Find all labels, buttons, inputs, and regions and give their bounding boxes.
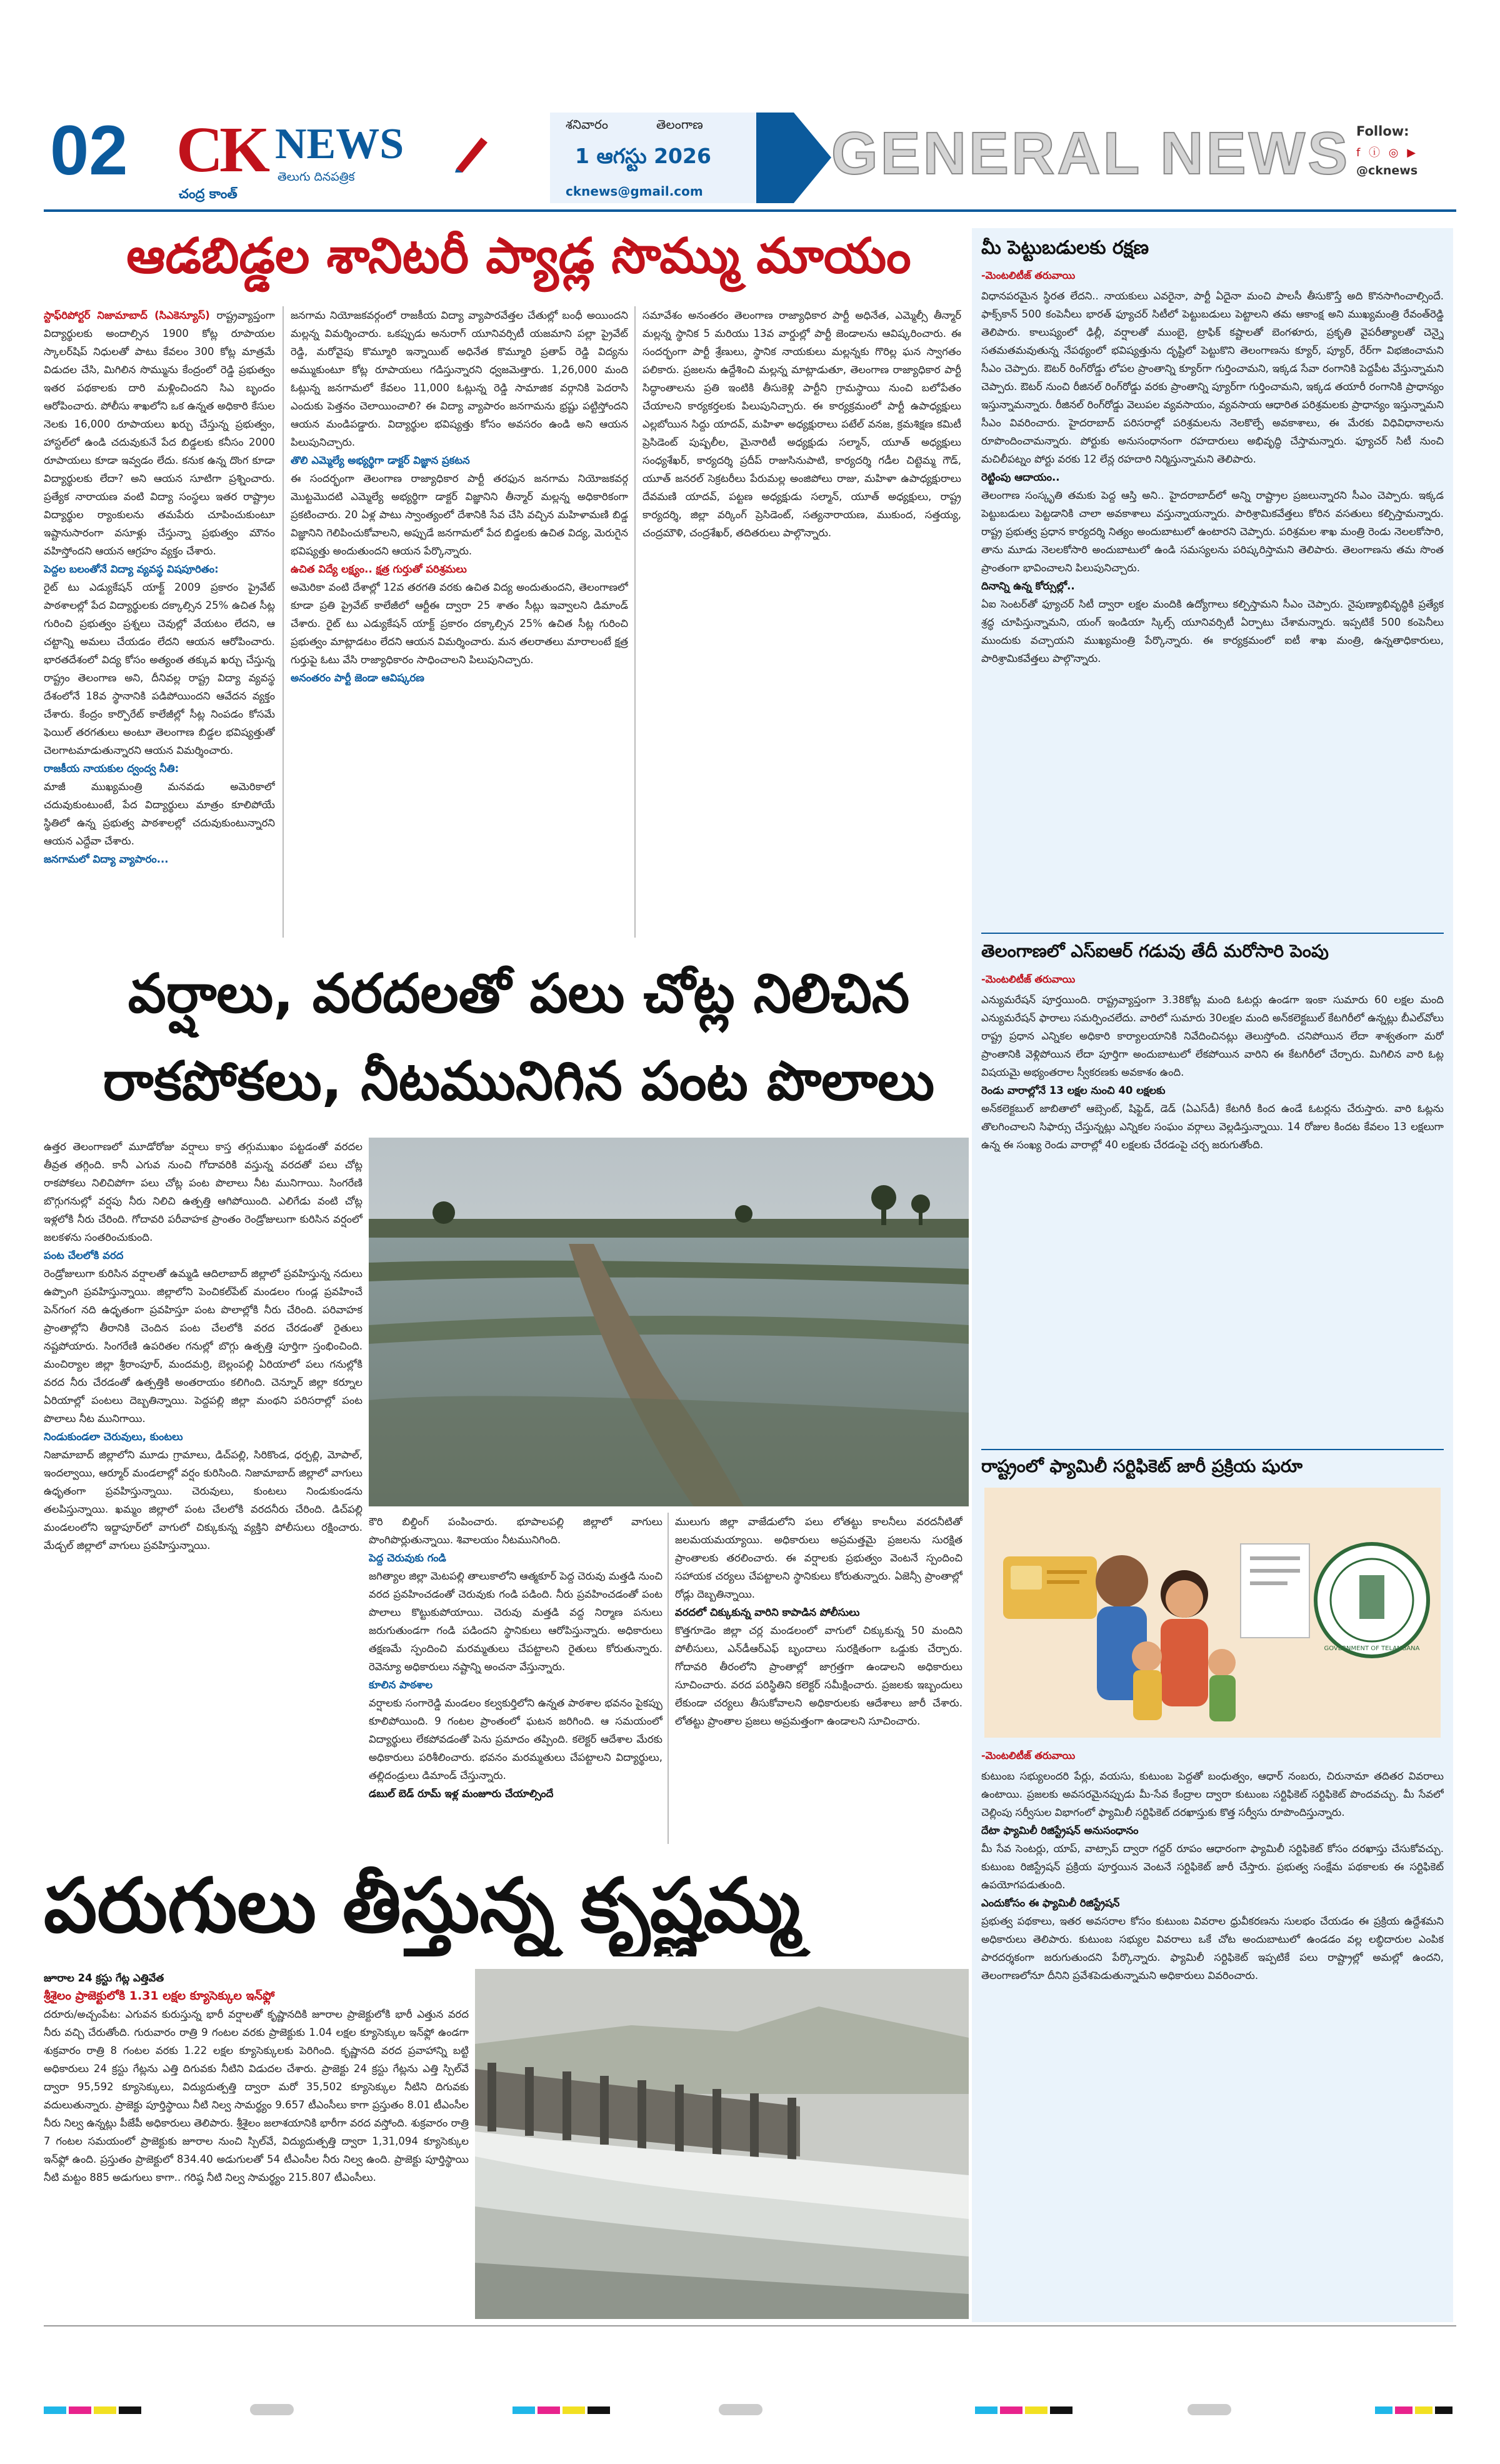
story2-subhead-1: పంట చేలలోకి వరద	[44, 1250, 124, 1261]
sidebar-story1-body	[981, 264, 1444, 928]
story2-subhead-4: కూలిన పాఠశాల	[369, 1679, 433, 1691]
sidebar-story3-body	[981, 1744, 1444, 2316]
sidebar-story3-text-3: ప్రభుత్వ పథకాలు, ఇతర అవసరాల కోసం కుటుంబ వివరాల ధ్రువీకరణను సులభం చేయడం ఈ ప్రక్రియ ఉద్దేశమని అధికారులు తెలిపారు. కుటుంబ సభ్యుల వివరాలు ఒకే చోట అందుబాటులో ఉండడం వల్ల లబ్ధిదారుల ఎంపిక పారదర్శకంగా జరుగుతుందని పేర్కొన్నారు. ఫ్యామిలీ సర్టిఫికెట్ ఇప్పటికే పలు రాష్ట్రాల్లో అమల్లో ఉందని, తెలంగాణలోనూ దీనిని ప్రవేశపెడుతున్నామని అధికారులు వివరించారు.	[981, 1915, 1444, 1981]
story2-col3-text-2: కొత్తగూడెం జిల్లా చర్ల మండలంలో వాగులో చిక్కుకున్న 50 మందిని పోలీసులు, ఎన్‌డీఆర్‌ఎఫ్ బృందాలు సురక్షితంగా ఒడ్డుకు చేర్చారు. గోదావరి తీరంలోని ప్రాంతాల్లో జాగ్రత్తగా ఉండాలని అధికారులు సూచించారు. వరద పరిస్థితిని కలెక్టర్ సమీక్షించారు. ప్రజలకు ఇబ్బందులు లేకుండా చర్యలు తీసుకోవాలని అధికారులకు ఆదేశాలు జారీ చేశారు. లోతట్టు ప్రాంతాల ప్రజలు అప్రమత్తంగా ఉండాలని సూచించారు.	[675, 1625, 962, 1727]
story3-body	[44, 1969, 469, 2319]
logo-tagline: తెలుగు దినపత్రిక	[278, 170, 355, 184]
story1-col3-text: సమావేశం అనంతరం తెలంగాణ రాజ్యాధికార పార్టీ అధినేత, ఎమ్మెల్సీ తీన్మార్ మల్లన్న స్థానిక 5 మరియు 13వ వార్డుల్లో పార్టీ జెండాలను ఆవిష్కరించారు. ఈ సందర్భంగా పార్టీ శ్రేణులు, స్థానిక నాయకులు మల్లన్నకు గొరిల్ల ఘన స్వాగతం పలికారు. ప్రజలను ఉద్దేశించి మల్లన్న మాట్లాడుతూ, తెలంగాణ రాజ్యాధికార పార్టీ సిద్ధాంతాలను ప్రతి ఇంటికి తీసుకెళ్లి పార్టీని గ్రామస్థాయి నుంచి బలోపేతం చేయాలని కార్యకర్తలకు పిలుపునిచ్చారు. ఈ కార్యక్రమంలో పార్టీ ఉపాధ్యక్షులు ఎల్లబోయిన సిద్దు యాదవ్, మహిళా అధ్యక్షురాలు పటేల్ వనజ, క్రమశిక్షణ కమిటీ ప్రెసిడెంట్ పుష్పలీల, మైనారిటీ అధ్యక్షుడు సల్మాన్, యూత్ అధ్యక్షులు సంధ్యశేఖర్, కార్యదర్శి ప్రదీప్ రాజుసినుపాటి, కార్యదర్శి గడీల చిట్టెమ్మ గౌడ్, యూత్ జనరల్ సెక్రటరీలు పేరుమల్ల అంజిపోలు రాజు, మహిళా ఉపాధ్యక్షురాలు దేవమణి యాదవ్, పట్టణ అధ్యక్షుడు సల్మాన్, యూత్ అధ్యక్షులు, రాష్ట్ర కార్యదర్శి, జిల్లా వర్కింగ్ ప్రెసిడెంట్, సత్యనారాయణ, ముకుంద, సత్తయ్య, చంద్రమౌళి, చంద్రశేఖర్, తదితరులు పాల్గొన్నారు.	[642, 309, 961, 539]
story1-subhead-2: రాజకీయ నాయకుల ద్వంద్వ నీతి:	[44, 763, 179, 774]
story1-col1-text-3: మాజీ ముఖ్యమంత్రి మనవడు అమెరికాలో చదువుకుంటుంటే, పేద విద్యార్థులు మాత్రం కూలిపోయే స్థితిలో ఉన్న ప్రభుత్వ పాఠశాలల్లో చదువుకుంటున్నారని ఆయన ఎద్దేవా చేశారు.	[44, 781, 275, 847]
sidebar-story1-text-3: ఏఐ సెంటర్‌తో ఫ్యూచర్ సిటీ ద్వారా లక్షల మందికి ఉద్యోగాలు కల్పిస్తామని సీఎం చెప్పారు. నైపుణ్యాభివృద్ధికి ప్రత్యేక శ్రద్ధ చూపిస్తున్నామని, యంగ్ ఇండియా స్కిల్స్ యూనివర్సిటీ ఏర్పాటు చేశామన్నారు. ఇప్పటికే 500 కంపెనీలు ముందుకు వచ్చాయని ముఖ్యమంత్రి పేర్కొన్నారు. ఈ కార్యక్రమంలో ఐటీ శాఖ మంత్రి, ఉన్నతాధికారులు, పారిశ్రామికవేత్తలు పాల్గొన్నారు.	[981, 598, 1444, 664]
story3-text: దరూరు/అచ్చంపేట: ఎగువన కురుస్తున్న భారీ వర్షాలతో కృష్ణానదికి జూరాల ప్రాజెక్టులోకి భారీ ఎత్తున వరద నీరు వచ్చి చేరుతోంది. గురువారం రాత్రి 9 గంటల వరకు ప్రాజెక్టుకు 1.04 లక్షల క్యూసెక్కుల ఇన్‌ఫ్లో ఉండగా శుక్రవారం రాత్రి 8 గంటల వరకు 1.22 లక్షల క్యూసెక్కులకు పెరిగింది. కృష్ణానది వరద ప్రవాహాన్ని బట్టి అధికారులు 24 క్రస్టు గేట్లను ఎత్తి దిగువకు నీటిని విడుదల చేశారు. ప్రాజెక్టు 24 క్రస్టు గేట్లను ఎత్తి స్పిల్‌వే ద్వారా 95,592 క్యూసెక్కులు, విద్యుదుత్పత్తి ద్వారా మరో 35,502 క్యూసెక్కుల నీటిని దిగువకు వదులుతున్నారు. ప్రాజెక్టు పూర్తిస్థాయి నీటి నిల్వ సామర్థ్యం 9.657 టీఎంసీలు కాగా ప్రస్తుతం 8.01 టీఎంసీల నీరు నిల్వ ఉన్నట్లు పీజేపీ అధికారులు తెలిపారు. శ్రీశైలం జలాశయానికి భారీగా వరద వస్తోంది. శుక్రవారం రాత్రి 7 గంటల సమయంలో ప్రాజెక్టుకు జూరాల నుంచి స్పిల్‌వే, విద్యుదుత్పత్తి ద్వారా 1,31,094 క్యూసెక్కుల ఇన్‌ఫ్లో ఉంది. ప్రస్తుతం ప్రాజెక్టులో 834.40 అడుగులతో 54 టీఎంసీల నీరు నిల్వ ఉంది. ప్రాజెక్టు పూర్తిస్థాయి నీటి మట్టం 885 అడుగులు కాగా.. గరిష్ఠ నీటి నిల్వ సామర్థ్యం 215.807 టీఎంసీలు.	[44, 2008, 469, 2183]
sidebar-story3-text: కుటుంబ సభ్యులందరి పేర్లు, వయసు, కుటుంబ పెద్దతో బంధుత్వం, ఆధార్ నంబరు, చిరునామా తదితర వివరాలు ఉంటాయి. ప్రజలకు అవసరమైనప్పుడు మీ-సేవ కేంద్రాల ద్వారా కుటుంబ సర్టిఫికెట్ సర్టిఫికెట్ పొందవచ్చు. మీ సేవలో చెల్లింపు సర్వీసుల విభాగంలో ఫ్యామిలీ సర్టిఫికెట్ దరఖాస్తుకు కొత్త సర్వీసు రూపొందిస్తున్నారు.	[981, 1770, 1444, 1818]
story2-col1-text: ఉత్తర తెలంగాణలో మూడోరోజు వర్షాలు కాస్త తగ్గుముఖం పట్టడంతో వరదల తీవ్రత తగ్గింది. కానీ ఎగువ నుంచి గోదావరికి వస్తున్న వరదతో పలు చోట్ల రాకపోకలు నిలిచిపోగా పలు చోట్ల పంట పొలాలు నీట మునిగాయి. సింగరేణి బొగ్గుగనుల్లో వర్షపు నీరు నిలిచి ఉత్పత్తి ఆగిపోయింది. ఎలిగేడు వంటి చోట్ల ఇళ్లలోకి నీరు చేరింది. గోదావరి పరీవాహక ప్రాంతం రెండ్రోజులుగా కురిసిన వర్షంలో జలకళను సంతరించుకుంది.	[44, 1141, 362, 1243]
story1-headline: ఆడబిడ్డల శానిటరీ ప్యాడ్ల సొమ్ము మాయం	[126, 228, 911, 284]
day-label: శనివారం	[566, 117, 608, 132]
story1-subhead-3: జనగామలో విద్యా వ్యాపారం...	[44, 853, 169, 865]
logo-subtitle: చంద్ర కాంత్	[179, 186, 238, 201]
story1-col1-text: రాష్ట్రవ్యాప్తంగా విద్యార్థులకు అందాల్సిన 1900 కోట్ల రూపాయల స్కాలర్‌షిప్ నిధులతో పాటు కేవలం 300 కోట్ల మాత్రమే విడుదల చేసి, మిగిలిన సొమ్మును కేంద్రంలో రెడ్డి ప్రభుత్వం ఇతర పథకాలకు దారి మళ్లించిందని సిఎ బృందం ఆరోపించారు. పోలీసు శాఖలోని ఒక ఉన్నత అధికారి కేసుల నెలకు 16,000 రూపాయలు ఖర్చు చేస్తున్న ప్రభుత్వం, హాస్టల్‌లో ఉండి చదువుకునే పేద బిడ్డలకు కనీసం 2000 రూపాయలు కూడా ఇవ్వడం లేదు. కనుక ఉన్న దొంగ కూడా విద్యార్థులకు లేదా? అని ఆయన సూటిగా ప్రశ్నించారు. ప్రత్యేక నారాయణ వంటి విద్యా సంస్థలు ఇతర రాష్ట్రాల విద్యార్థుల ర్యాంకులను తమపేరు చూపించుకుంటూ ఇష్టానుసారంగా వసూళ్లు చేస్తున్నా ప్రభుత్వం మౌనం వహిస్తోందని ఆయన ఆగ్రహం వ్యక్తం చేశారు.	[44, 309, 275, 557]
sidebar-story1-text: విధానపరమైన స్థిరత లేదని.. నాయకులు ఎవరైనా, పార్టీ ఏదైనా మంచి పాలసీ తీసుకొస్తే అది కొనసాగించాల్సిందే. ఫాక్స్‌కాన్ 500 కంపెనీలు భారత్ ఫ్యూచర్ సిటీలో పెట్టుబడులు పెట్టాలని తమ ఆకాంక్ష అని ముఖ్యమంత్రి రేవంత్‌రెడ్డి తెలిపారు. కాలుష్యంలో ఢిల్లీ, వర్షాలతో ముంబై, ట్రాఫిక్ కష్టాలతో బెంగళూరు, ప్రకృతి వైపరీత్యాలతో చెన్నై సతమతమవుతున్న నేపథ్యంలో భవిష్యత్తును దృష్టిలో పెట్టుకొని తెలంగాణను క్యూర్, ప్యూర్, రేర్‌గా విభజించామని సీఎం చెప్పారు. ఔటర్ రింగ్‌రోడ్డు లోపల ప్రాంతాన్ని క్యూర్‌గా గుర్తించామని, ఇక్కడ సేవా రంగానికి పెద్దపీట వేస్తున్నామని చెప్పారు. ఔటర్ నుంచి రీజినల్ రింగ్‌రోడ్డు వరకు ప్రాంతాన్ని ప్యూర్‌గా గుర్తించామని, ఇక్కడ తయారీ రంగానికి ప్రాధాన్యం ఇస్తున్నామన్నారు. రీజినల్ రింగ్‌రోడ్డు వెలుపల వ్యవసాయం, వ్యవసాయ ఆధారిత పరిశ్రమలకు ప్రాధాన్యం ఇస్తున్నామని సీఎం వివరించారు. హైదరాబాద్ పరిసరాల్లో పరిశ్రమలను నెలకొల్పే అవకాశాలు, ఈ మేరకు విధివిధానాలను రూపొందించామన్నారు. పోర్టుకు అనుసంధానంగా రహదారులు అభివృద్ధి చేస్తామన్నారు. ఫ్యూచర్ సిటీ నుంచి మచిలీపట్నం పోర్టు వరకు 12 లేన్ల రహదారి నిర్మిస్తున్నామని తెలిపారు.	[981, 290, 1444, 465]
story2-headline-line-2: రాకపోకలు, నీటమునిగిన పంట పొలాలు	[102, 1050, 935, 1113]
sidebar-divider	[981, 1449, 1444, 1450]
sidebar-story2-text-2: అన్‌కలెక్టబుల్ జాబితాలో ఆబ్సెంట్, షిఫ్టెడ్, డెడ్ (ఏఎస్‌డీ) కేటగిరీ కింద ఉండే ఓటర్లను చేరుస్తారు. వారి ఓట్లను తొలగించాలని సిఫార్సు చేస్తున్నట్లు ఎన్నికల సంఘం వర్గాలు వెల్లడిస్తున్నాయి. 14 రోజుల కిందట కేవలం 13 లక్షలుగా ఉన్న ఈ సంఖ్య రెండు వారాల్లో 40 లక్షలకు చేరడంపై చర్చ జరుగుతోంది.	[981, 1103, 1444, 1151]
column-divider	[668, 1513, 669, 1844]
sidebar-story3-subhead-2: ఎందుకోసం ఈ ఫ్యామిలీ రిజిస్ట్రేషన్	[981, 1897, 1120, 1909]
story2-col1-text-2: రెండ్రోజులుగా కురిసిన వర్షాలతో ఉమ్మడి ఆదిలాబాద్ జిల్లాలో ప్రవహిస్తున్న నదులు ఉప్పొంగి ప్రవహిస్తున్నాయి. జిల్లాలోని పెంచికల్‌పేట్ మండలం గుండ్ల ప్రవహించే పెన్‌గంగ నది ఉధృతంగా ప్రవహిస్తూ పంట పొలాల్లోకి నీరు చేరింది. పరివాహక ప్రాంతాల్లోని తీరానికి చెందిన పంట చేలలోకి వరద చేరడంతో రైతులు నష్టపోయారు. సింగరేణి ఉపరితల గనుల్లో బొగ్గు ఉత్పత్తి పూర్తిగా స్తంభించింది. మంచిర్యాల జిల్లా శ్రీరాంపూర్, మందమర్రి, బెల్లంపల్లి ఏరియాలో పలు గనుల్లోకి వరద నీరు చేరడంతో ఉత్పత్తికి అంతరాయం కలిగింది. చెన్నూర్ జిల్లా కర్నూల ఏరియాల్లో పంటలు దెబ్బతిన్నాయి. పెద్దపల్లి జిల్లా మంథని పరిసరాల్లో పంట పొలాలు నీట మునిగాయి.	[44, 1268, 362, 1425]
sidebar-story3-byline: -మెంటలిటీజ్ తరువాయి	[981, 1750, 1076, 1761]
sidebar-story2-headline: తెలంగాణలో ఎస్ఐఆర్ గడువు తేదీ మరోసారి పెంపు	[981, 941, 1329, 961]
story1-subhead-6: అనంతరం పార్టీ జెండా ఆవిష్కరణ	[291, 672, 424, 684]
story1-column-1	[44, 306, 275, 944]
flood-fields-photo	[369, 1138, 969, 1506]
story2-subhead-3: పెద్ద చెరువుకు గండి	[369, 1552, 446, 1564]
social-handle[interactable]: @cknews	[1356, 164, 1418, 178]
sidebar-story3-text-2: మీ సేవ సెంటర్లు, యాప్, వాట్సాప్ ద్వారా గద్దర్ రూపం ఆధారంగా ఫ్యామిలీ సర్టిఫికెట్ కోసం దరఖాస్తు చేసుకోవచ్చు. కుటుంబ రిజిస్ట్రేషన్ ప్రక్రియ పూర్తయిన వెంటనే సర్టిఫికెట్ జారీ చేస్తారు. ప్రభుత్వ సంక్షేమ పథకాలకు ఈ సర్టిఫికెట్ ఉపయోగపడుతుంది.	[981, 1843, 1444, 1891]
masthead-divider	[44, 209, 1456, 212]
story2-subhead-5: డబుల్ బెడ్ రూమ్ ఇళ్ల మంజూరు చేయాల్సిందే	[369, 1788, 554, 1800]
story2-col1-text-3: నిజామాబాద్ జిల్లాలోని మూడు గ్రామాలు, డిచ్‌పల్లి, సిరికొండ, ధర్పల్లి, మోపాల్, ఇందల్వాయి, ఆర్మూర్ మండలాల్లో వర్షం కురిసింది. నిజామాబాద్ జిల్లాలో వాగులు ఉధృతంగా ప్రవహిస్తున్నాయి. చెరువులు, కుంటలు నిండుకుండను తలపిస్తున్నాయి. ఖమ్మం జిల్లాలో పంట చేలలోకి వరదనీరు చేరింది. డిచ్‌పల్లి మండలంలోని ఇద్దాపూర్‌లో వాగులో చిక్కుకున్న వ్యక్తిని పోలీసులు రక్షించారు. మేడ్చల్ జిల్లాలో వాగులు ప్రవహిస్తున్నాయి.	[44, 1449, 362, 1551]
story2-col3-text: ములుగు జిల్లా వాజేడులోని పలు లోతట్టు కాలనీలు వరదనీటితో జలమయమయ్యాయి. అధికారులు అప్రమత్తమై ప్రజలను సురక్షిత ప్రాంతాలకు తరలించారు. ఈ వర్షాలకు ప్రభుత్వం వెంటనే స్పందించి సహాయక చర్యలు చేపట్టాలని స్థానికులు కోరుతున్నారు. ఏజెన్సీ ప్రాంతాల్లో రోడ్లు దెబ్బతిన్నాయి.	[675, 1516, 962, 1600]
sidebar-story1-headline: మీ పెట్టుబడులకు రక్షణ	[981, 237, 1149, 259]
dam-gates-photo	[475, 1969, 969, 2319]
footer-rule	[44, 2325, 1456, 2326]
logo-ck: CK	[176, 114, 266, 186]
state-label: తెలంగాణ	[656, 117, 703, 132]
story1-col2-text: జనగామ నియోజకవర్గంలో రాజకీయ విద్యా వ్యాపారవేత్తల చేతుల్లో బంధీ అయిందని మల్లన్న విమర్శించారు. ఒకప్పుడు అనురాగ్ యూనివర్సిటీ యజమాని పల్లా ప్రైవేట్ రెడ్డి, మరోవైపు కొమ్మూరి ఇన్నాయిట్ అధినేత కొమ్మూరి ప్రతాప్ రెడ్డి విద్యను అమ్ముకుంటూ కోట్ల రూపాయలు గడిస్తున్నారని ధ్వజమెత్తారు. 1,26,000 మంది ఓట్లున్న జనగామలో కేవలం 11,000 ఓట్లున్న రెడ్డి సామాజిక వర్గానికి పెదరాసి ఎందుకు పెత్తనం చెలాయించాలి? ఈ విద్యా వ్యాపారం జనగామను భ్రష్టు పట్టిస్తోందని ఆయన మండిపడ్డారు. విద్యార్థుల భవిష్యత్తు కోసం అవసరం ఉండి అని ఆయన పిలుపునిచ్చారు.	[291, 309, 628, 448]
story3-subhead: శ్రీశైలం ప్రాజెక్టులోకి 1.31 లక్షల క్యూసెక్కుల ఇన్‌ఫ్లో	[44, 1989, 275, 2003]
issue-date: 1 ఆగస్టు 2026	[575, 144, 711, 168]
follow-label: Follow:	[1356, 124, 1409, 139]
story1-column-3	[642, 306, 961, 944]
sidebar-story2-text: ఎన్యుమరేషన్ పూర్తయింది. రాష్ట్రవ్యాప్తంగా 3.38కోట్ల మంది ఓటర్లు ఉండగా ఇంకా సుమారు 60 లక్షల మంది ఎన్యుమరేషన్ ఫారాలు సమర్పించలేదు. వారిలో సుమారు 30లక్షల మంది అన్‌కలెక్టబుల్ కేటగిరీలో ఉన్నట్లు బీఎల్‌వోలు రాష్ట్ర ప్రధాన ఎన్నికల అధికారి కార్యాలయానికి నివేదించినట్లు తెలుస్తోంది. చనిపోయిన లేదా శాశ్వతంగా మరో ప్రాంతానికి వెళ్లిపోయిన లేదా పూర్తిగా అందుబాటులో లేకపోయిన వారిని ఈ కేటగిరీలో చేర్చారు. మిగిలిన వారి ఓట్ల విషయమై అభ్యంతరాల స్వీకరణకు అవకాశం ఉంది.	[981, 994, 1444, 1078]
story2-col2-text-3: వర్షాలకు సంగారెడ్డి మండలం కల్వకుర్తిలోని ఉన్నత పాఠశాల భవనం పైకప్పు కూలిపోయింది. 9 గంటల ప్రాంతంలో ఘటన జరిగింది. ఆ సమయంలో విద్యార్థులు లేకపోవడంతో పెను ప్రమాదం తప్పింది. కలెక్టర్ ఆదేశాల మేరకు అధికారులు పరిశీలించారు. భవనం మరమ్మతులు చేపట్టాలని విద్యార్థులు, తల్లిదండ్రులు డిమాండ్ చేస్తున్నారు.	[369, 1697, 662, 1781]
story1-subhead-4: తొలి ఎమ్మెల్యే అభ్యర్థిగా డాక్టర్ విజ్ఞాన ప్రకటన	[291, 454, 470, 466]
sidebar-story3-headline: రాష్ట్రంలో ఫ్యామిలీ సర్టిఫికెట్ జారీ ప్రక్రియ షురూ	[981, 1456, 1303, 1476]
story2-subhead-2: నిండుకుండలా చెరువులు, కుంటలు	[44, 1431, 183, 1443]
page-number: 02	[50, 111, 128, 189]
family-certificate-illustration	[984, 1488, 1441, 1738]
story2-column-3	[675, 1513, 962, 1850]
contact-email[interactable]: cknews@gmail.com	[566, 184, 703, 199]
sidebar-story3-subhead: దేటా ఫ్యామిలీ రిజిస్ట్రేషన్ అనుసంధానం	[981, 1825, 1139, 1836]
sidebar-story2-byline: -మెంటలిటీజ్ తరువాయి	[981, 973, 1076, 985]
logo-news: NEWS	[275, 120, 404, 168]
sidebar-story2-subhead: రెండు వారాల్లోనే 13 లక్షల నుంచి 40 లక్షలకు	[981, 1084, 1166, 1096]
sidebar-story2-body	[981, 968, 1444, 1443]
emblem-text: GOVERNMENT OF TELANGANA	[1324, 1645, 1420, 1652]
sidebar-story1-text-2: తెలంగాణ సంస్కృతి తమకు పెద్ద ఆస్తి అని.. హైదరాబాద్‌లో అన్ని రాష్ట్రాల ప్రజలున్నారని సీఎం చెప్పారు. ఇక్కడ పెట్టుబడులు పెట్టడానికి చాలా అవకాశాలు వస్తున్నాయన్నారు. పారిశ్రామికవేత్తలు కోరిన వసతులు కల్పిస్తామన్నారు. రాష్ట్ర ప్రభుత్వ ప్రధాన కార్యదర్శి నిత్యం అందుబాటులో ఉంటారని చెప్పారు. పరిశ్రమల శాఖ మంత్రి రెండు నెలలకోసారి, తాను మూడు నెలలకోసారి అందుబాటులో ఉండి సమస్యలను పరిష్కరిస్తామని తెలిపారు. తెలంగాణను తమ సొంత ప్రాంతంగా భావించాలని పిలుపునిచ్చారు.	[981, 489, 1444, 574]
sidebar-story1-byline: -మెంటలిటీజ్ తరువాయి	[981, 269, 1076, 281]
story1-dateline: స్టాఫ్‌రిపోర్టర్ నిజామాబాద్ (సిఎ‌కెన్యూస్)	[44, 309, 210, 321]
story1-subhead-5: ఉచిత విద్యే లక్ష్యం.. క్షత్ర గుర్తుతో పరిశ్రమలు	[291, 563, 467, 575]
pen-icon	[450, 131, 494, 175]
story1-col1-text-2: రైట్ టు ఎడ్యుకేషన్ యాక్ట్ 2009 ప్రకారం ప్రైవేట్ పాఠశాలల్లో పేద విద్యార్థులకు దక్కాల్సిన 25% ఉచిత సీట్ల గురించి ప్రభుత్వం ప్రశ్నలు చెవుల్లో వేయటం లేదని, ఆ చట్టాన్ని అమలు చేయడం లేదని ఆయన ఆరోపించారు. భారతదేశంలో విద్య కోసం అత్యంత తక్కువ ఖర్చు చేస్తున్న రాష్ట్రం తెలంగాణ అని, దీనివల్ల రాష్ట్ర విద్యా వ్యవస్థ దేశంలోనే 18వ స్థానానికి పడిపోయిందని ఆవేదన వ్యక్తం చేశారు. కేంద్రం కార్పొరేట్ కాలేజీల్లో సీట్ల నింపడం కోసమే ఫెయిల్ తరగతులు అంటూ తెలంగాణ బిడ్డల భవిష్యత్తుతో చెలగాటమాడుతున్నారని ఆయన విమర్శించారు.	[44, 581, 275, 756]
column-divider	[634, 306, 636, 938]
story1-column-2	[291, 306, 628, 944]
section-title: GENERAL NEWS	[831, 120, 1351, 187]
story2-headline-line-1: వర్షాలు, వరదలతో పలు చోట్ల నిలిచిన	[128, 963, 910, 1025]
story2-subhead-6: వరదలో చిక్కుకున్న వారిని కాపాడిన పోలీసులు	[675, 1606, 860, 1618]
story2-column-1	[44, 1138, 362, 1850]
sidebar-story1-subhead-2: దినాన్ని ఉన్న కోర్సుల్లో..	[981, 580, 1075, 592]
sidebar-divider	[981, 933, 1444, 934]
story2-col2-text-2: జగిత్యాల జిల్లా మెటపల్లి తాలుకాలోని ఆత్మకూర్‌ పెద్ద చెరువు మత్తడి నుంచి వరద ప్రవహించడంతో చెరువుకు గండి పడింది. నీరు ప్రవహించడంతో పంట పొలాలు కొట్టుకుపోయాయి. చెరువు మత్తడి వద్ద నిర్మాణ పనులు జరుగుతుండగా గండి పడిందని స్థానికులు ఆరోపిస్తున్నారు. అధికారులు తక్షణమే స్పందించి మరమ్మతులు చేపట్టాలని రైతులు కోరుతున్నారు. రెవెన్యూ అధికారులు నష్టాన్ని అంచనా వేస్తున్నారు.	[369, 1570, 662, 1673]
column-divider	[282, 306, 284, 938]
masthead-arrow-icon	[756, 113, 831, 203]
story1-subhead-1: పెద్దల బలంతోనే విద్యా వ్యవస్థ విషపూరితం:	[44, 563, 219, 575]
story2-column-2	[369, 1513, 662, 1850]
story1-col2-text-2: ఈ సందర్భంగా తెలంగాణ రాజ్యాధికార పార్టీ తరఫున జనగామ నియోజకవర్గ మొట్టమొదటి ఎమ్మెల్యే అభ్యర్థిగా డాక్టర్ విజ్ఞానిని తీన్మార్ మల్లన్న అధికారికంగా ప్రకటించారు. 20 ఏళ్ల పాటు స్వాంత్యంలో దేశానికి సేవ చేసి వచ్చిన మహిళామణి బిడ్డ విజ్ఞానిని గెలిపించుకోవాలని, అప్పుడే జనగామలో పేద బిడ్డలకు ఉచిత విద్య, మెరుగైన భవిష్యత్తు అందుతుందని ఆయన పేర్కొన్నారు.	[291, 473, 628, 557]
story1-col2-text-3: అమెరికా వంటి దేశాల్లో 12వ తరగతి వరకు ఉచిత విద్య అందుతుందని, తెలంగాణలో కూడా ప్రతి ప్రైవేట్ కాలేజీలో ఆర్టీఈ ద్వారా 25 శాతం సీట్లు ఇవ్వాలని డిమాండ్ చేశారు. రైట్ టు ఎడ్యుకేషన్ యాక్ట్ ప్రకారం దక్కాల్సిన 25% ఉచిత సీట్ల గురించి ప్రభుత్వం మాట్లాడటం లేదని ఆయన విమర్శించారు. మన తలరాతలు మారాలంటే క్షత్ర గుర్తుపై ఓటు వేసి రాజ్యాధికారం సాధించాలని పిలుపునిచ్చారు.	[291, 581, 628, 666]
story2-col2-text: కౌరి బిల్డింగ్ పంపించారు. భూపాలపల్లి జిల్లాలో వాగులు పొంగిపొర్లుతున్నాయి. శివాలయం నీటమునిగింది.	[369, 1516, 662, 1546]
story3-headline: పరుగులు తీస్తున్న కృష్ణమ్మ	[44, 1863, 801, 1950]
sidebar-story1-subhead: రెట్టింపు ఆదాయం..	[981, 471, 1060, 483]
story3-kicker: జూరాల 24 క్రస్టు గేట్ల ఎత్తివేత	[44, 1972, 164, 1984]
social-icons[interactable]: f ⓘ ◎ ▶	[1356, 146, 1419, 159]
